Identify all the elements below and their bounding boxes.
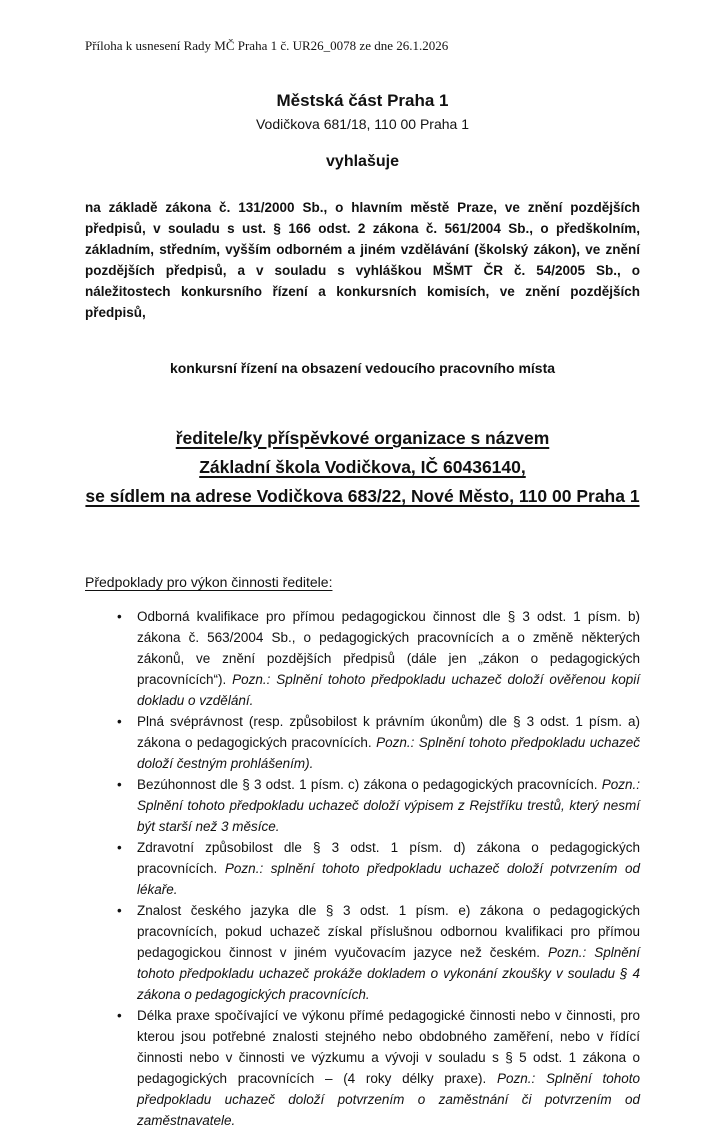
requirement-text: Znalost českého jazyka dle § 3 odst. 1 písm. e) zákona o pedagogických pracovnících, pokud uchazeč získal příslušnou odbornou kvalifikaci pro přímou pedagogickou činnost v jiném vyučovacím jazyce než českém. xyxy=(137,903,640,960)
requirement-note: Pozn.: Splnění tohoto předpokladu uchazeč doloží ověřenou kopií dokladu o vzdělání. xyxy=(137,672,640,708)
position-heading-line-1: ředitele/ky příspěvkové organizace s názvem xyxy=(175,428,550,448)
requirement-note: Pozn.: Splnění tohoto předpokladu uchazeč doloží výpisem z Rejstříku trestů, který nesmí být starší než 3 měsíce. xyxy=(137,777,640,834)
requirement-text: Délka praxe spočívající ve výkonu přímé pedagogické činnosti nebo v činnosti, pro kterou jsou potřebné znalosti stejného nebo obdobného zaměření, nebo v řídící činnosti nebo v činnosti ve výzkumu a vývoji v souladu s § 5 odst. 1 zákona o pedagogických pracovnících – (4 roky délky praxe). xyxy=(137,1008,640,1086)
requirement-note: Pozn.: Splnění tohoto předpokladu uchazeč doloží čestným prohlášením). xyxy=(137,735,640,771)
position-heading-line-2: Základní škola Vodičkova, IČ 60436140, xyxy=(199,457,526,477)
legal-basis-paragraph: na základě zákona č. 131/2000 Sb., o hlavním městě Praze, ve znění pozdějších předpisů, v souladu s ust. § 166 odst. 2 zákona č. 561/2004 Sb., o předškolním, základním, středním, vyšším odborném a jiném vzdělávání (školský zákon), ve znění pozdějších předpisů, a v souladu s vyhláškou MŠMT ČR č. 54/2005 Sb., o náležitostech konkursního řízení a konkursních komisích, ve znění pozdějších předpisů, xyxy=(85,200,640,320)
requirement-item xyxy=(85,837,640,900)
requirement-text: Odborná kvalifikace pro přímou pedagogickou činnost dle § 3 odst. 1 písm. b) zákona č. 563/2004 Sb., o pedagogických pracovnících a o změně některých zákonů, ve znění pozdějších předpisů (dále jen „zákon o pedagogických pracovnících“). xyxy=(137,609,640,687)
bullet-icon: • xyxy=(117,777,122,792)
requirement-note: Pozn.: splnění tohoto předpokladu uchazeč doloží potvrzením od lékaře. xyxy=(137,861,640,897)
requirements-heading xyxy=(85,573,640,591)
requirement-text: Plná svéprávnost (resp. způsobilost k právním úkonům) dle § 3 odst. 1 písm. a) zákona o pedagogických pracovnících. xyxy=(137,714,640,750)
org-title: Městská část Praha 1 xyxy=(276,91,449,110)
bullet-icon: • xyxy=(117,714,122,729)
bullet-icon: • xyxy=(117,609,122,624)
competition-subject: konkursní řízení na obsazení vedoucího pracovního místa xyxy=(169,360,556,376)
requirement-text: Zdravotní způsobilost dle § 3 odst. 1 písm. d) zákona o pedagogických pracovnících. xyxy=(137,840,640,876)
requirement-text: Bezúhonnost dle § 3 odst. 1 písm. c) zákona o pedagogických pracovnících. xyxy=(137,777,598,792)
requirement-note: Pozn.: Splnění tohoto předpokladu uchazeč doloží potvrzením o zaměstnání či potvrzením od zaměstnavatele. xyxy=(137,1071,640,1128)
requirement-note: Pozn.: Splnění tohoto předpokladu uchazeč prokáže dokladem o vykonání zkoušky v souladu § 4 zákona o pedagogických pracovnících. xyxy=(137,945,640,1002)
requirement-item xyxy=(85,606,640,711)
announcement-verb: vyhlašuje xyxy=(326,153,399,170)
requirements-heading-text: Předpoklady pro výkon činnosti ředitele: xyxy=(85,574,333,590)
header-note: Příloha k usnesení Rady MČ Praha 1 č. UR26_0078 ze dne 26.1.2026 xyxy=(85,38,449,53)
bullet-icon: • xyxy=(117,1008,122,1023)
requirement-item xyxy=(85,900,640,1005)
requirement-item xyxy=(85,774,640,837)
bullet-icon: • xyxy=(117,840,122,855)
position-heading-line-3: se sídlem na adrese Vodičkova 683/22, Nové Město, 110 00 Praha 1 xyxy=(85,486,640,506)
bullet-icon: • xyxy=(117,903,122,918)
requirements-list xyxy=(85,606,640,1131)
org-address: Vodičkova 681/18, 110 00 Praha 1 xyxy=(255,116,469,132)
position-heading xyxy=(85,424,640,511)
requirement-item xyxy=(85,711,640,774)
